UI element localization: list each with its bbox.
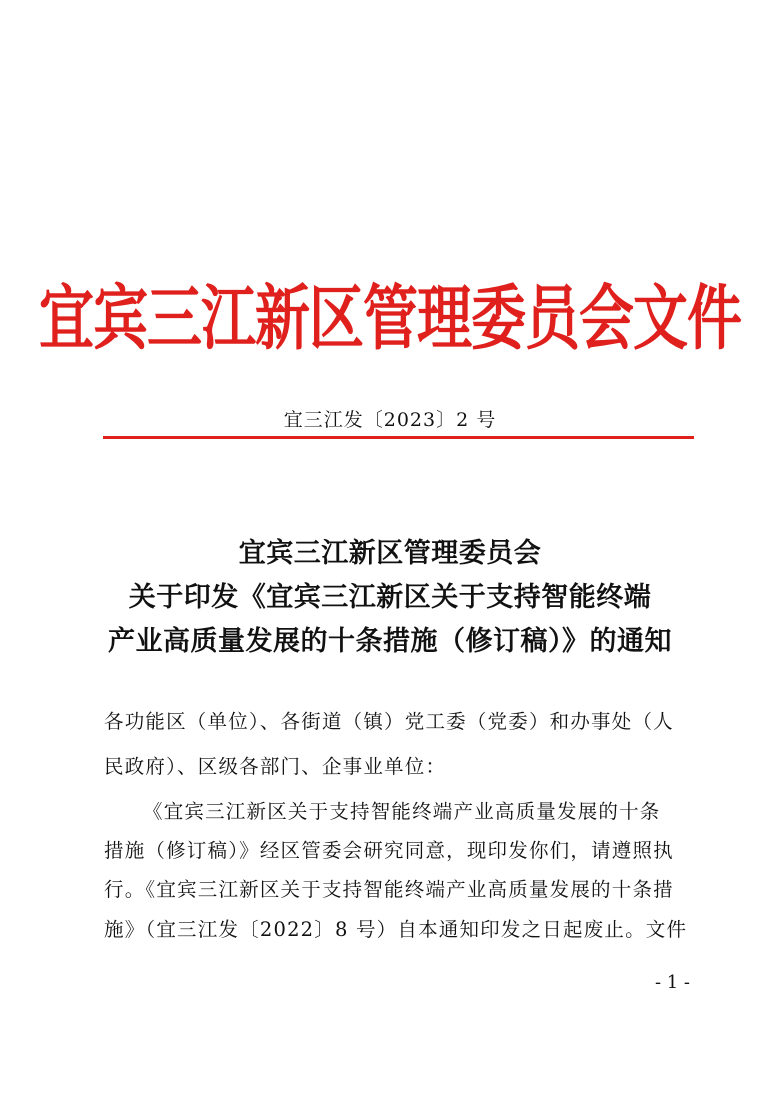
page-number: - 1 - bbox=[654, 972, 690, 993]
body-text-line-3: 《宜宾三江新区关于支持智能终端产业高质量发展的十条 bbox=[143, 800, 661, 823]
body-text-line-2: 民政府）、区级各部门、企事业单位： bbox=[104, 755, 447, 778]
masthead-title: 宜宾三江新区管理委员会文件 bbox=[38, 276, 741, 360]
notice-title-line-1: 宜宾三江新区管理委员会 bbox=[238, 538, 542, 569]
body-text-line-4: 措施（修订稿）》经区管委会研究同意，现印发你们，请遵照执 bbox=[104, 839, 674, 862]
body-text-line-6: 施》（宜三江发〔2022〕8 号）自本通知印发之日起废止。文件 bbox=[104, 918, 688, 941]
notice-title-line-2: 关于印发《宜宾三江新区关于支持智能终端 bbox=[128, 582, 652, 613]
body-text-line-5: 行。《宜宾三江新区关于支持智能终端产业高质量发展的十条措 bbox=[104, 878, 674, 901]
body-text-line-1: 各功能区（单位）、各街道（镇）党工委（党委）和办事处（人 bbox=[104, 710, 674, 733]
notice-title-line-3: 产业高质量发展的十条措施（修订稿）》的通知 bbox=[108, 626, 672, 657]
red-divider-line bbox=[103, 436, 694, 439]
document-number: 宜三江发〔2023〕2 号 bbox=[283, 409, 497, 431]
